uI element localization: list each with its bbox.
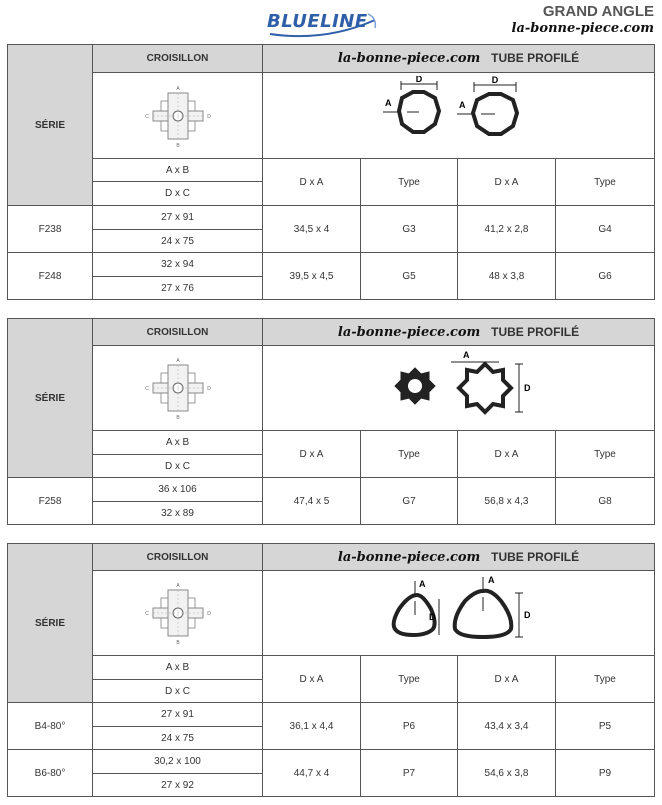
dxa2-cell: 41,2 x 2,8 bbox=[458, 206, 556, 253]
tube-profile-label: TUBE PROFILÉ bbox=[491, 324, 580, 339]
type-header: Type bbox=[556, 431, 655, 478]
axb-cell: 30,2 x 100 bbox=[93, 750, 263, 774]
site-inline: la-bonne-piece.com bbox=[337, 51, 481, 66]
table-row bbox=[8, 750, 655, 774]
serie-header: SÉRIE bbox=[8, 544, 93, 703]
dxa-header: D x A bbox=[458, 656, 556, 703]
dxc-cell: 24 x 75 bbox=[93, 727, 263, 750]
spec-table-2 bbox=[7, 318, 655, 525]
type2-cell: G4 bbox=[556, 206, 655, 253]
dxa-header: D x A bbox=[458, 431, 556, 478]
dxa-header: D x A bbox=[263, 431, 361, 478]
cross-joint-icon bbox=[143, 580, 213, 646]
croisillon-header: CROISILLON bbox=[93, 319, 263, 346]
tube-profile-header bbox=[263, 45, 655, 73]
dxc-cell: 27 x 92 bbox=[93, 774, 263, 797]
type1-cell: G3 bbox=[361, 206, 458, 253]
serie-cell: F238 bbox=[8, 206, 93, 253]
letter-b: B bbox=[175, 142, 180, 149]
axb-header: A x B bbox=[93, 431, 263, 455]
dxa1-cell: 34,5 x 4 bbox=[263, 206, 361, 253]
site-inline: la-bonne-piece.com bbox=[337, 549, 481, 565]
site-watermark: la-bonne-piece.com bbox=[511, 21, 654, 36]
type1-cell: G7 bbox=[361, 478, 458, 525]
spec-table-1 bbox=[7, 44, 655, 300]
axb-cell: 32 x 94 bbox=[93, 253, 263, 277]
brand-name: BLUELINE bbox=[267, 11, 368, 32]
tube-profile-diagram bbox=[263, 73, 655, 159]
letter-a: A bbox=[462, 350, 469, 360]
cross-joint-icon bbox=[143, 83, 213, 149]
serie-cell: F258 bbox=[8, 478, 93, 525]
table-row bbox=[8, 478, 655, 502]
letter-a: A bbox=[384, 97, 391, 108]
dxc-cell: 24 x 75 bbox=[93, 230, 263, 253]
letter-b: B bbox=[175, 415, 180, 421]
dxa1-cell: 44,7 x 4 bbox=[263, 750, 361, 797]
cross-joint-icon bbox=[143, 355, 213, 421]
star-tube-profile-icon bbox=[379, 348, 539, 428]
tube-profile-label: TUBE PROFILÉ bbox=[491, 51, 580, 65]
axb-cell: 27 x 91 bbox=[93, 703, 263, 727]
table-row bbox=[8, 703, 655, 727]
dxc-header: D x C bbox=[93, 455, 263, 478]
type1-cell: P6 bbox=[361, 703, 458, 750]
dxa-header: D x A bbox=[458, 159, 556, 206]
dxa1-cell: 47,4 x 5 bbox=[263, 478, 361, 525]
serie-header: SÉRIE bbox=[8, 319, 93, 478]
round-tube-profile-icon bbox=[379, 76, 539, 156]
letter-a: A bbox=[175, 358, 180, 364]
letter-a: A bbox=[175, 85, 180, 92]
letter-c: C bbox=[144, 386, 149, 392]
type2-cell: P5 bbox=[556, 703, 655, 750]
tube-profile-header bbox=[263, 544, 655, 571]
table-row bbox=[8, 206, 655, 230]
letter-d: D bbox=[491, 75, 498, 85]
letter-d: D bbox=[206, 113, 211, 120]
axb-cell: 27 x 91 bbox=[93, 206, 263, 230]
triangle-tube-profile-icon bbox=[379, 573, 539, 653]
type1-cell: G5 bbox=[361, 253, 458, 300]
serie-cell: B4-80° bbox=[8, 703, 93, 750]
dxa2-cell: 54,6 x 3,8 bbox=[458, 750, 556, 797]
tube-profile-header bbox=[263, 319, 655, 346]
dxa2-cell: 56,8 x 4,3 bbox=[458, 478, 556, 525]
croisillon-header: CROISILLON bbox=[93, 544, 263, 571]
dxa1-cell: 39,5 x 4,5 bbox=[263, 253, 361, 300]
letter-b: B bbox=[175, 640, 180, 646]
croisillon-diagram bbox=[93, 346, 263, 431]
letter-d: D bbox=[428, 612, 435, 622]
letter-a: A bbox=[418, 579, 425, 589]
type2-cell: P9 bbox=[556, 750, 655, 797]
letter-d: D bbox=[523, 383, 530, 393]
tube-profile-diagram bbox=[263, 571, 655, 656]
spec-table-3 bbox=[7, 543, 655, 797]
tube-profile-diagram bbox=[263, 346, 655, 431]
letter-c: C bbox=[144, 611, 149, 617]
letter-d: D bbox=[206, 611, 211, 617]
serie-cell: B6-80° bbox=[8, 750, 93, 797]
letter-c: C bbox=[144, 113, 149, 120]
table-row bbox=[8, 253, 655, 277]
type-header: Type bbox=[361, 159, 458, 206]
type1-cell: P7 bbox=[361, 750, 458, 797]
letter-a: A bbox=[175, 583, 180, 589]
axb-cell: 36 x 106 bbox=[93, 478, 263, 502]
dxa1-cell: 36,1 x 4,4 bbox=[263, 703, 361, 750]
serie-header: SÉRIE bbox=[8, 45, 93, 206]
type2-cell: G8 bbox=[556, 478, 655, 525]
tube-profile-label: TUBE PROFILÉ bbox=[491, 549, 580, 564]
croisillon-header: CROISILLON bbox=[93, 45, 263, 73]
serie-cell: F248 bbox=[8, 253, 93, 300]
type2-cell: G6 bbox=[556, 253, 655, 300]
type-header: Type bbox=[361, 431, 458, 478]
page-title: GRAND ANGLE bbox=[542, 3, 654, 20]
dxc-header: D x C bbox=[93, 680, 263, 703]
croisillon-diagram bbox=[93, 571, 263, 656]
dxa-header: D x A bbox=[263, 656, 361, 703]
axb-header: A x B bbox=[93, 656, 263, 680]
dxc-cell: 32 x 89 bbox=[93, 502, 263, 525]
letter-d: D bbox=[206, 386, 211, 392]
type-header: Type bbox=[361, 656, 458, 703]
site-inline: la-bonne-piece.com bbox=[337, 324, 481, 340]
blueline-logo bbox=[265, 8, 380, 38]
dxc-header: D x C bbox=[93, 182, 263, 206]
letter-a: A bbox=[458, 99, 465, 110]
croisillon-diagram bbox=[93, 73, 263, 159]
type-header: Type bbox=[556, 656, 655, 703]
dxa2-cell: 48 x 3,8 bbox=[458, 253, 556, 300]
type-header: Type bbox=[556, 159, 655, 206]
letter-a: A bbox=[487, 575, 494, 585]
letter-d: D bbox=[523, 610, 530, 620]
dxa-header: D x A bbox=[263, 159, 361, 206]
dxa2-cell: 43,4 x 3,4 bbox=[458, 703, 556, 750]
axb-header: A x B bbox=[93, 159, 263, 182]
dxc-cell: 27 x 76 bbox=[93, 277, 263, 300]
letter-d: D bbox=[415, 75, 422, 84]
